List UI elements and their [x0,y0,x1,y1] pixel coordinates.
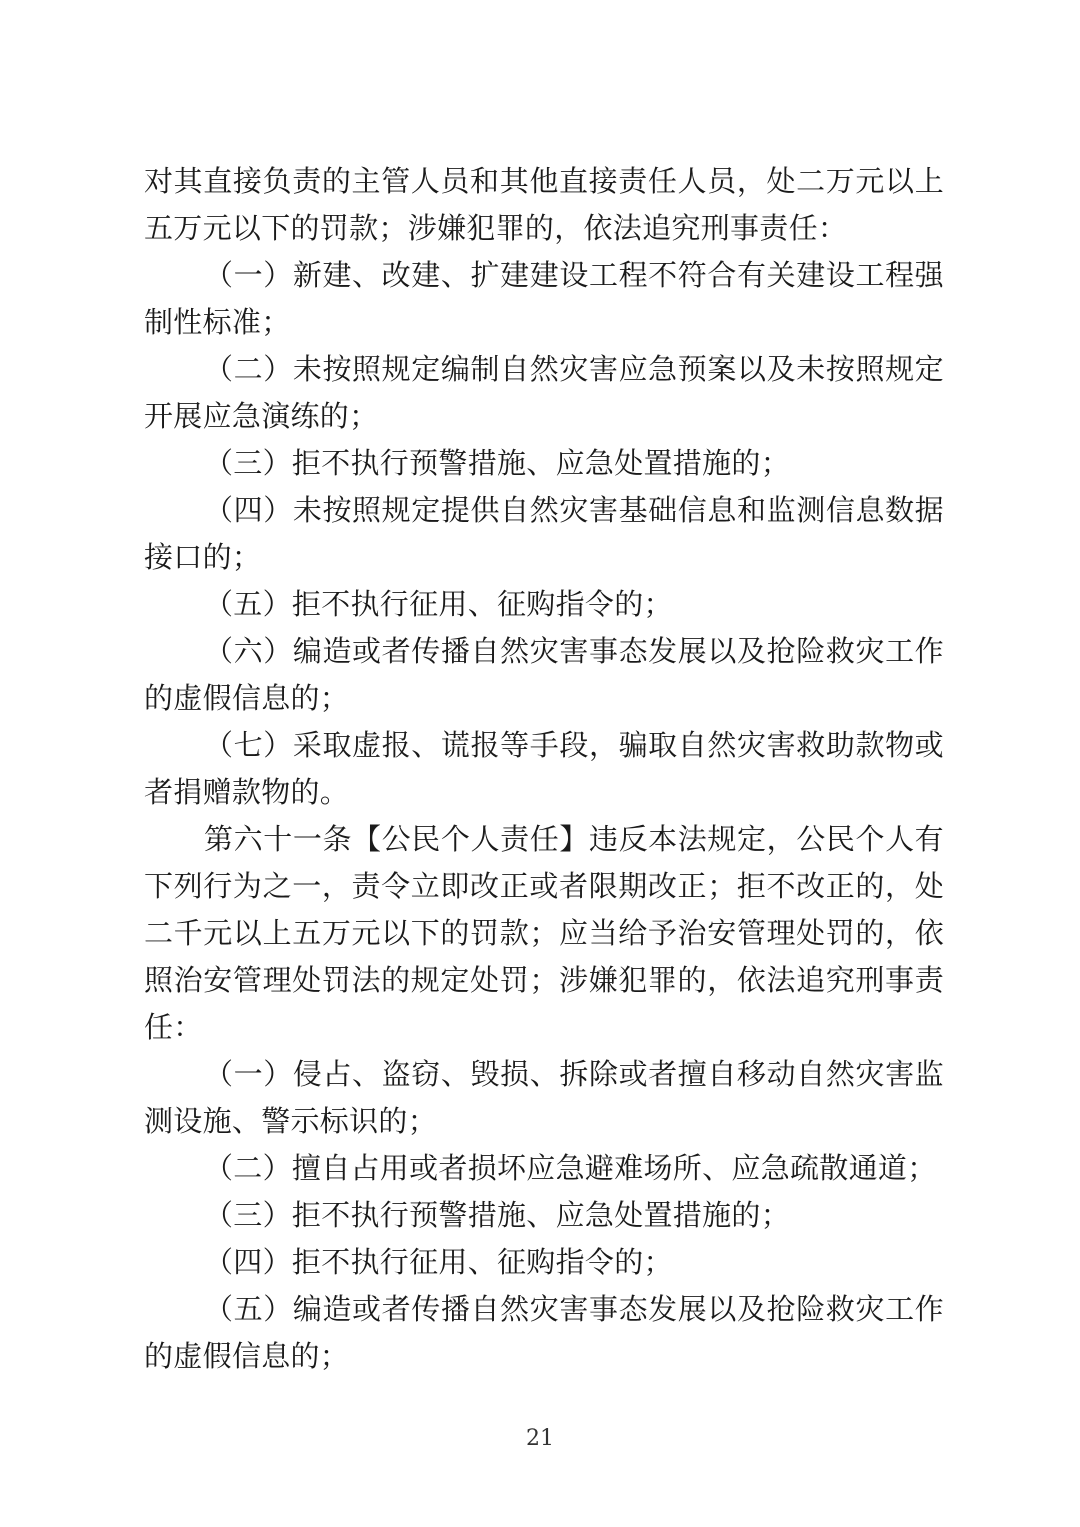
article-61-item-1: （一）侵占、盗窃、毁损、拆除或者擅自移动自然灾害监测设施、警示标识的； [144,1057,944,1138]
list-item-6: （六）编造或者传播自然灾害事态发展以及抢险救灾工作的虚假信息的； [144,634,944,715]
article-61-item-2: （二）擅自占用或者损坏应急避难场所、应急疏散通道； [204,1151,937,1185]
list-item-2: （二）未按照规定编制自然灾害应急预案以及未按照规定开展应急演练的； [144,352,944,433]
list-item-3: （三）拒不执行预警措施、应急处置措施的； [204,446,791,480]
list-item-1: （一）新建、改建、扩建建设工程不符合有关建设工程强制性标准； [144,258,944,339]
list-item-7: （七）采取虚报、谎报等手段，骗取自然灾害救助款物或者捐赠款物的。 [144,728,944,809]
document-body [144,158,944,1380]
list-item-5: （五）拒不执行征用、征购指令的； [204,587,673,621]
paragraph-continuation: 对其直接负责的主管人员和其他直接责任人员，处二万元以上五万元以下的罚款；涉嫌犯罪的，依法追究刑事责任： [144,164,944,245]
page-number: 21 [526,1426,554,1451]
article-61: 第六十一条【公民个人责任】违反本法规定，公民个人有下列行为之一，责令立即改正或者限期改正；拒不改正的，处二千元以上五万元以下的罚款；应当给予治安管理处罚的，依照治安管理处罚法的规定处罚；涉嫌犯罪的，依法追究刑事责任： [144,822,944,1044]
article-61-item-3: （三）拒不执行预警措施、应急处置措施的； [204,1198,791,1232]
article-61-item-4: （四）拒不执行征用、征购指令的； [204,1245,673,1279]
article-61-item-5: （五）编造或者传播自然灾害事态发展以及抢险救灾工作的虚假信息的； [144,1292,944,1373]
list-item-4: （四）未按照规定提供自然灾害基础信息和监测信息数据接口的； [144,493,944,574]
